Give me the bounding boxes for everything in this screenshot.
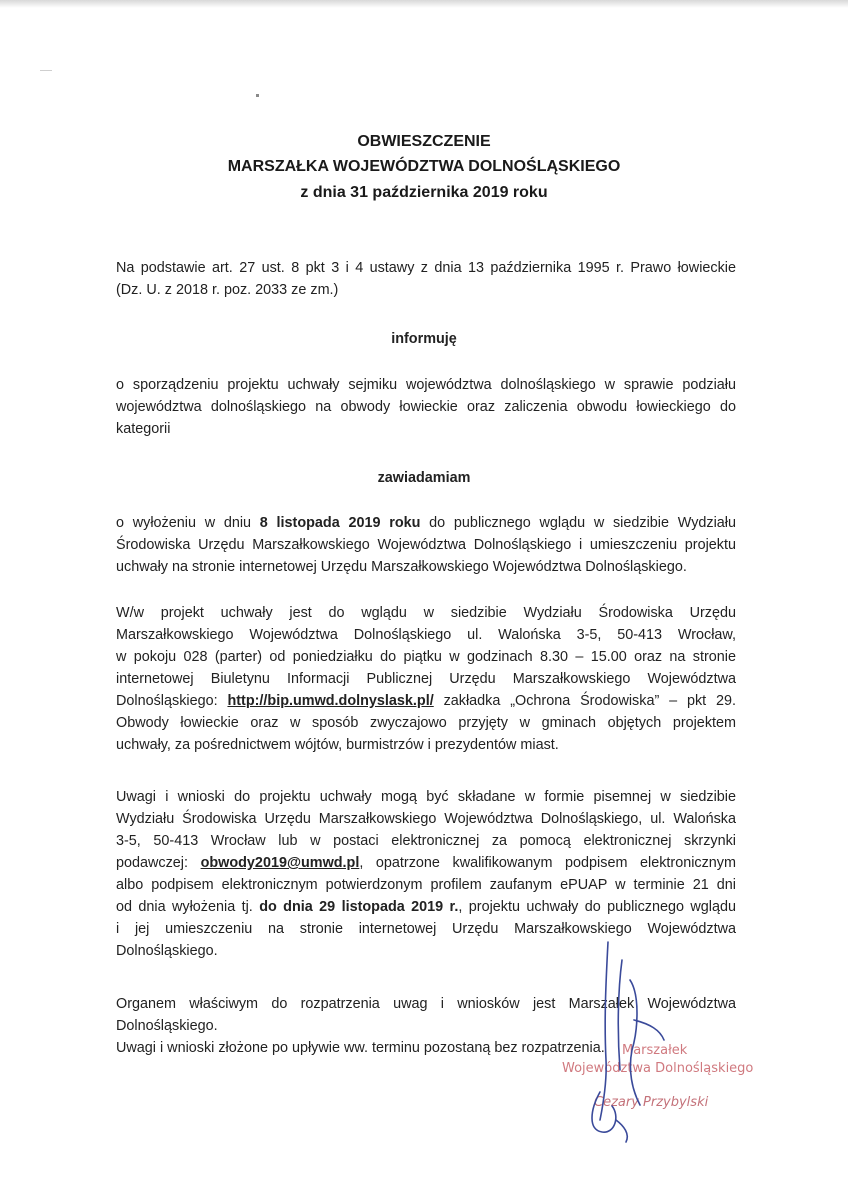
bip-link[interactable]: http://bip.umwd.dolnyslask.pl/ [227, 693, 434, 709]
project-line: uchwały, za pośrednictwem wójtów, burmistrzów i prezydentów miast. [116, 737, 559, 753]
project-line: Marszałkowskiego Województwa Dolnośląskiego ul. Walońska 3-5, 50-413 Wrocław, [116, 627, 736, 643]
title-obwieszczenie: OBWIESZCZENIE [357, 133, 491, 150]
remarks-line: Wydziału Środowiska Urzędu Marszałkowskiego Województwa Dolnośląskiego, ul. Walońska [116, 811, 736, 827]
legal-basis-line: Na podstawie art. 27 ust. 8 pkt 3 i 4 ustawy z dnia 13 października 1995 r. Prawo łowieckie [116, 260, 736, 276]
scan-speck [256, 94, 259, 97]
notify-paragraph [116, 512, 736, 578]
legal-basis-line: (Dz. U. z 2018 r. poz. 2033 ze zm.) [116, 282, 339, 298]
legal-basis-paragraph [116, 257, 736, 301]
project-line: Dolnośląskiego: http://bip.umwd.dolnyslask.pl/ zakładka „Ochrona Środowiska” – pkt 29. [116, 693, 737, 709]
remarks-line: albo podpisem elektronicznym potwierdzonym profilem zaufanym ePUAP w terminie 21 dni [116, 877, 736, 893]
project-line: internetowej Biuletynu Informacji Publicznej Urzędu Marszałkowskiego Województwa [116, 671, 736, 687]
remarks-line: Dolnośląskiego. [116, 943, 218, 959]
stamp-office: Województwa Dolnośląskiego [562, 1061, 754, 1076]
date-exhibit: 8 listopada 2019 roku [259, 515, 421, 531]
notify-line: o wyłożeniu w dniu 8 listopada 2019 roku do publicznego wglądu w siedzibie Wydziału [116, 515, 736, 531]
remarks-line: od dnia wyłożenia tj. do dnia 29 listopada 2019 r., projektu uchwały do publicznego wglądu [116, 899, 736, 915]
deadline-date: do dnia 29 listopada 2019 r. [259, 899, 459, 915]
inform-line: województwa dolnośląskiego na obwody łowieckie oraz zaliczenia obwodu łowieckiego do [116, 399, 736, 415]
authority-line: Dolnośląskiego. [116, 1018, 218, 1034]
project-line: w pokoju 028 (parter) od poniedziałku do piątku w godzinach 8.30 – 15.00 oraz na stronie [116, 649, 736, 665]
scan-speck [40, 70, 52, 71]
notify-line: uchwały na stronie internetowej Urzędu Marszałkowskiego Województwa Dolnośląskiego. [116, 559, 687, 575]
heading-zawiadamiam: zawiadamiam [377, 470, 471, 486]
email-link[interactable]: obwody2019@umwd.pl [200, 855, 360, 871]
inform-line: o sporządzeniu projektu uchwały sejmiku województwa dolnośląskiego w sprawie podziału [116, 377, 736, 393]
authority-line: Uwagi i wnioski złożone po upływie ww. terminu pozostaną bez rozpatrzenia. [116, 1040, 605, 1056]
remarks-line: i jej umieszczeniu na stronie internetowej Urzędu Marszałkowskiego Województwa [116, 921, 736, 937]
scan-edge-shadow [0, 0, 848, 8]
stamp-signatory-name: Cezary Przybylski [594, 1095, 709, 1110]
notify-line: Środowiska Urzędu Marszałkowskiego Województwa Dolnośląskiego i umieszczeniu projektu [116, 537, 736, 553]
inform-line: kategorii [116, 421, 171, 437]
inform-paragraph [116, 374, 736, 440]
project-paragraph [116, 602, 736, 756]
project-line: W/w projekt uchwały jest do wglądu w siedzibie Wydziału Środowiska Urzędu [116, 605, 736, 621]
title-date: z dnia 31 października 2019 roku [300, 184, 548, 201]
handwritten-signature [560, 920, 700, 1150]
stamp-title: Marszałek [622, 1043, 688, 1058]
remarks-line: podawczej: obwody2019@umwd.pl, opatrzone kwalifikowanym podpisem elektronicznym [116, 855, 736, 871]
title-authority: MARSZAŁKA WOJEWÓDZTWA DOLNOŚLĄSKIEGO [227, 158, 621, 175]
project-line: Obwody łowieckie oraz w sposób zwyczajowo przyjęty w gminach objętych projektem [116, 715, 736, 731]
remarks-line: Uwagi i wnioski do projektu uchwały mogą być składane w formie pisemnej w siedzibie [116, 789, 736, 805]
remarks-line: 3-5, 50-413 Wrocław lub w postaci elektronicznej za pomocą elektronicznej skrzynki [116, 833, 736, 849]
heading-informuje: informuję [391, 331, 457, 347]
authority-line: Organem właściwym do rozpatrzenia uwag i wniosków jest Marszałek Województwa [116, 996, 736, 1012]
